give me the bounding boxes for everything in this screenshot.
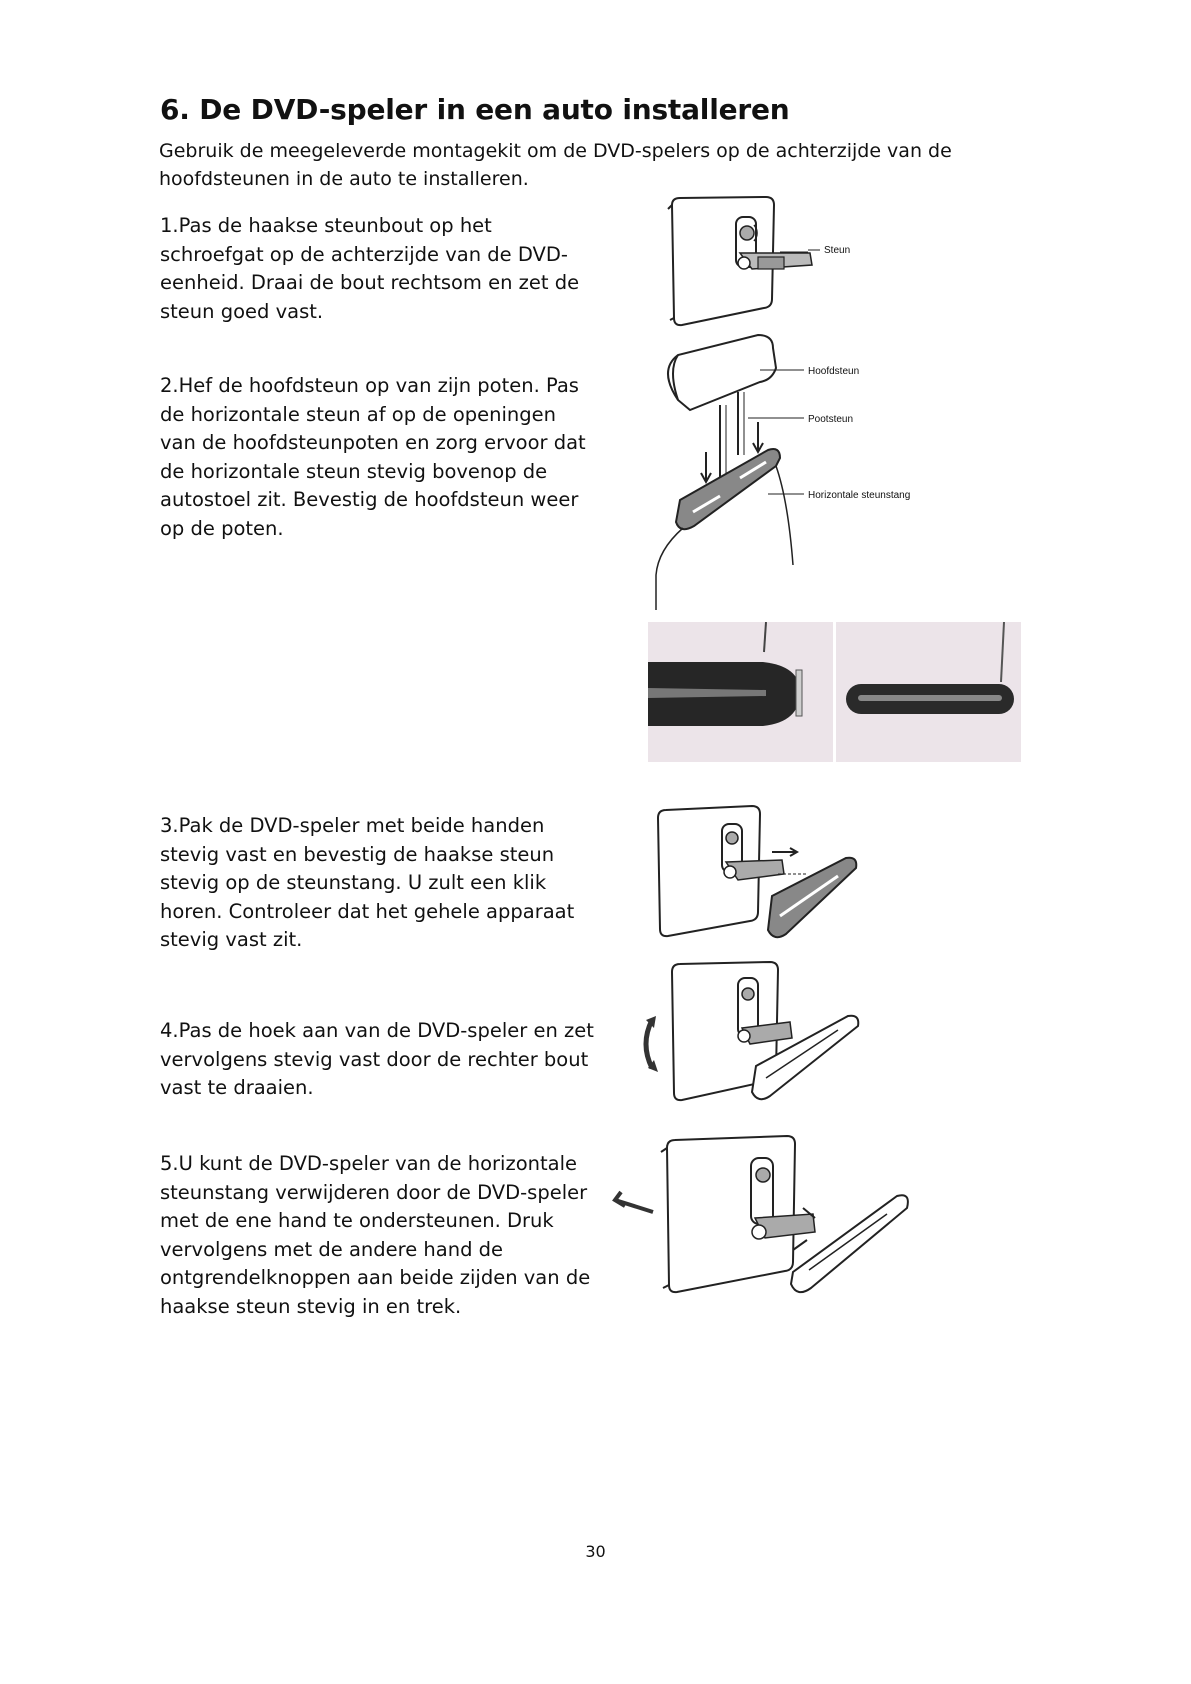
figure-attach-bracket xyxy=(648,800,868,950)
figure-bracket-mount xyxy=(660,195,900,330)
arrow-down-icon xyxy=(753,422,763,452)
dvd-unit-outline xyxy=(667,1136,795,1292)
step-line: 1.Pas de haakse steunbout op het xyxy=(160,214,492,237)
step-line: steun goed vast. xyxy=(160,299,324,323)
step-4-text xyxy=(160,1017,594,1103)
step-line: eenheid. Draai de bout rechtsom en zet de xyxy=(160,271,580,295)
photo-steunstang-screw xyxy=(648,622,833,762)
rod-groove xyxy=(858,695,1002,701)
step-line: van de hoofdsteunpoten en zorg ervoor dat xyxy=(160,431,586,455)
step-line: horen. Controleer dat het gehele apparaat xyxy=(160,899,575,923)
step-line: vervolgens stevig vast door de rechter bout xyxy=(160,1047,589,1071)
step-line: de horizontale steun af op de openingen xyxy=(160,402,557,426)
figure-adjust-angle xyxy=(638,960,858,1110)
photo-steunstang-full xyxy=(836,622,1021,762)
photo-drawing xyxy=(648,622,833,762)
step-line: 4.Pas de hoek aan van de DVD-speler en zet xyxy=(160,1019,594,1042)
step-line: haakse steun stevig in en trek. xyxy=(160,1294,462,1318)
bracket-knob xyxy=(752,1225,766,1239)
arrow-left-icon xyxy=(615,1192,653,1212)
label-horizontale-steunstang: Horizontale steunstang xyxy=(808,490,911,501)
figure-remove-player xyxy=(615,1130,910,1300)
page-number: 30 xyxy=(585,1542,606,1561)
step-line: steunstang verwijderen door de DVD-speler xyxy=(160,1180,588,1204)
step-line: vast te draaien. xyxy=(160,1076,314,1100)
step-line: 2.Hef de hoofdsteun op van zijn poten. Pas xyxy=(160,374,579,397)
step-1-text xyxy=(160,212,579,326)
bolt-icon xyxy=(742,988,754,1000)
step-line: op de poten. xyxy=(160,516,284,540)
bracket-knob xyxy=(738,257,750,269)
step-line: met de ene hand te ondersteunen. Druk xyxy=(160,1209,554,1233)
bracket-body xyxy=(758,257,784,269)
rod-slot xyxy=(809,1214,887,1270)
step-line: de horizontale steun stevig bovenop de xyxy=(160,459,548,483)
steunstang xyxy=(791,1195,908,1292)
step-3-text xyxy=(160,812,574,955)
intro-paragraph: Gebruik de meegeleverde montagekit om de DVD-spelers op de achterzijde van de hoofdsteunen in de auto te installeren. xyxy=(159,140,952,190)
label-steun: Steun xyxy=(824,245,851,256)
step-line: 5.U kunt de DVD-speler van de horizontale xyxy=(160,1152,578,1175)
page-title: 6. De DVD-speler in een auto installeren xyxy=(160,93,790,126)
arrow-right-icon xyxy=(772,848,797,856)
step-2-text xyxy=(160,372,586,544)
photo-drawing xyxy=(836,622,1021,762)
figure-headrest xyxy=(648,330,928,610)
bolt-icon xyxy=(740,226,754,240)
rotate-arrow-icon xyxy=(646,1020,652,1068)
step-line: schroefgat op de achterzijde van de DVD- xyxy=(160,242,568,266)
bolt-icon xyxy=(726,832,738,844)
step-line: 3.Pak de DVD-speler met beide handen xyxy=(160,814,545,837)
headrest-shape xyxy=(668,335,776,410)
step-line: autostoel zit. Bevestig de hoofdsteun weer xyxy=(160,488,579,512)
horizontale-steunstang xyxy=(676,449,780,529)
step-line: ontgrendelknoppen aan beide zijden van de xyxy=(160,1266,591,1290)
step-line: stevig vast zit. xyxy=(160,928,303,952)
bracket-knob xyxy=(738,1030,750,1042)
step-line: stevig op de steunstang. U zult een klik xyxy=(160,871,547,895)
label-pootsteun: Pootsteun xyxy=(808,414,854,425)
label-hoofdsteun: Hoofdsteun xyxy=(808,366,860,377)
bolt-icon xyxy=(756,1168,770,1182)
bracket-knob xyxy=(724,866,736,878)
arrow-down-icon xyxy=(701,452,711,482)
step-line: vervolgens met de andere hand de xyxy=(160,1237,504,1261)
step-line: stevig vast en bevestig de haakse steun xyxy=(160,842,555,866)
step-5-text xyxy=(160,1150,590,1322)
screw-icon xyxy=(796,670,802,716)
